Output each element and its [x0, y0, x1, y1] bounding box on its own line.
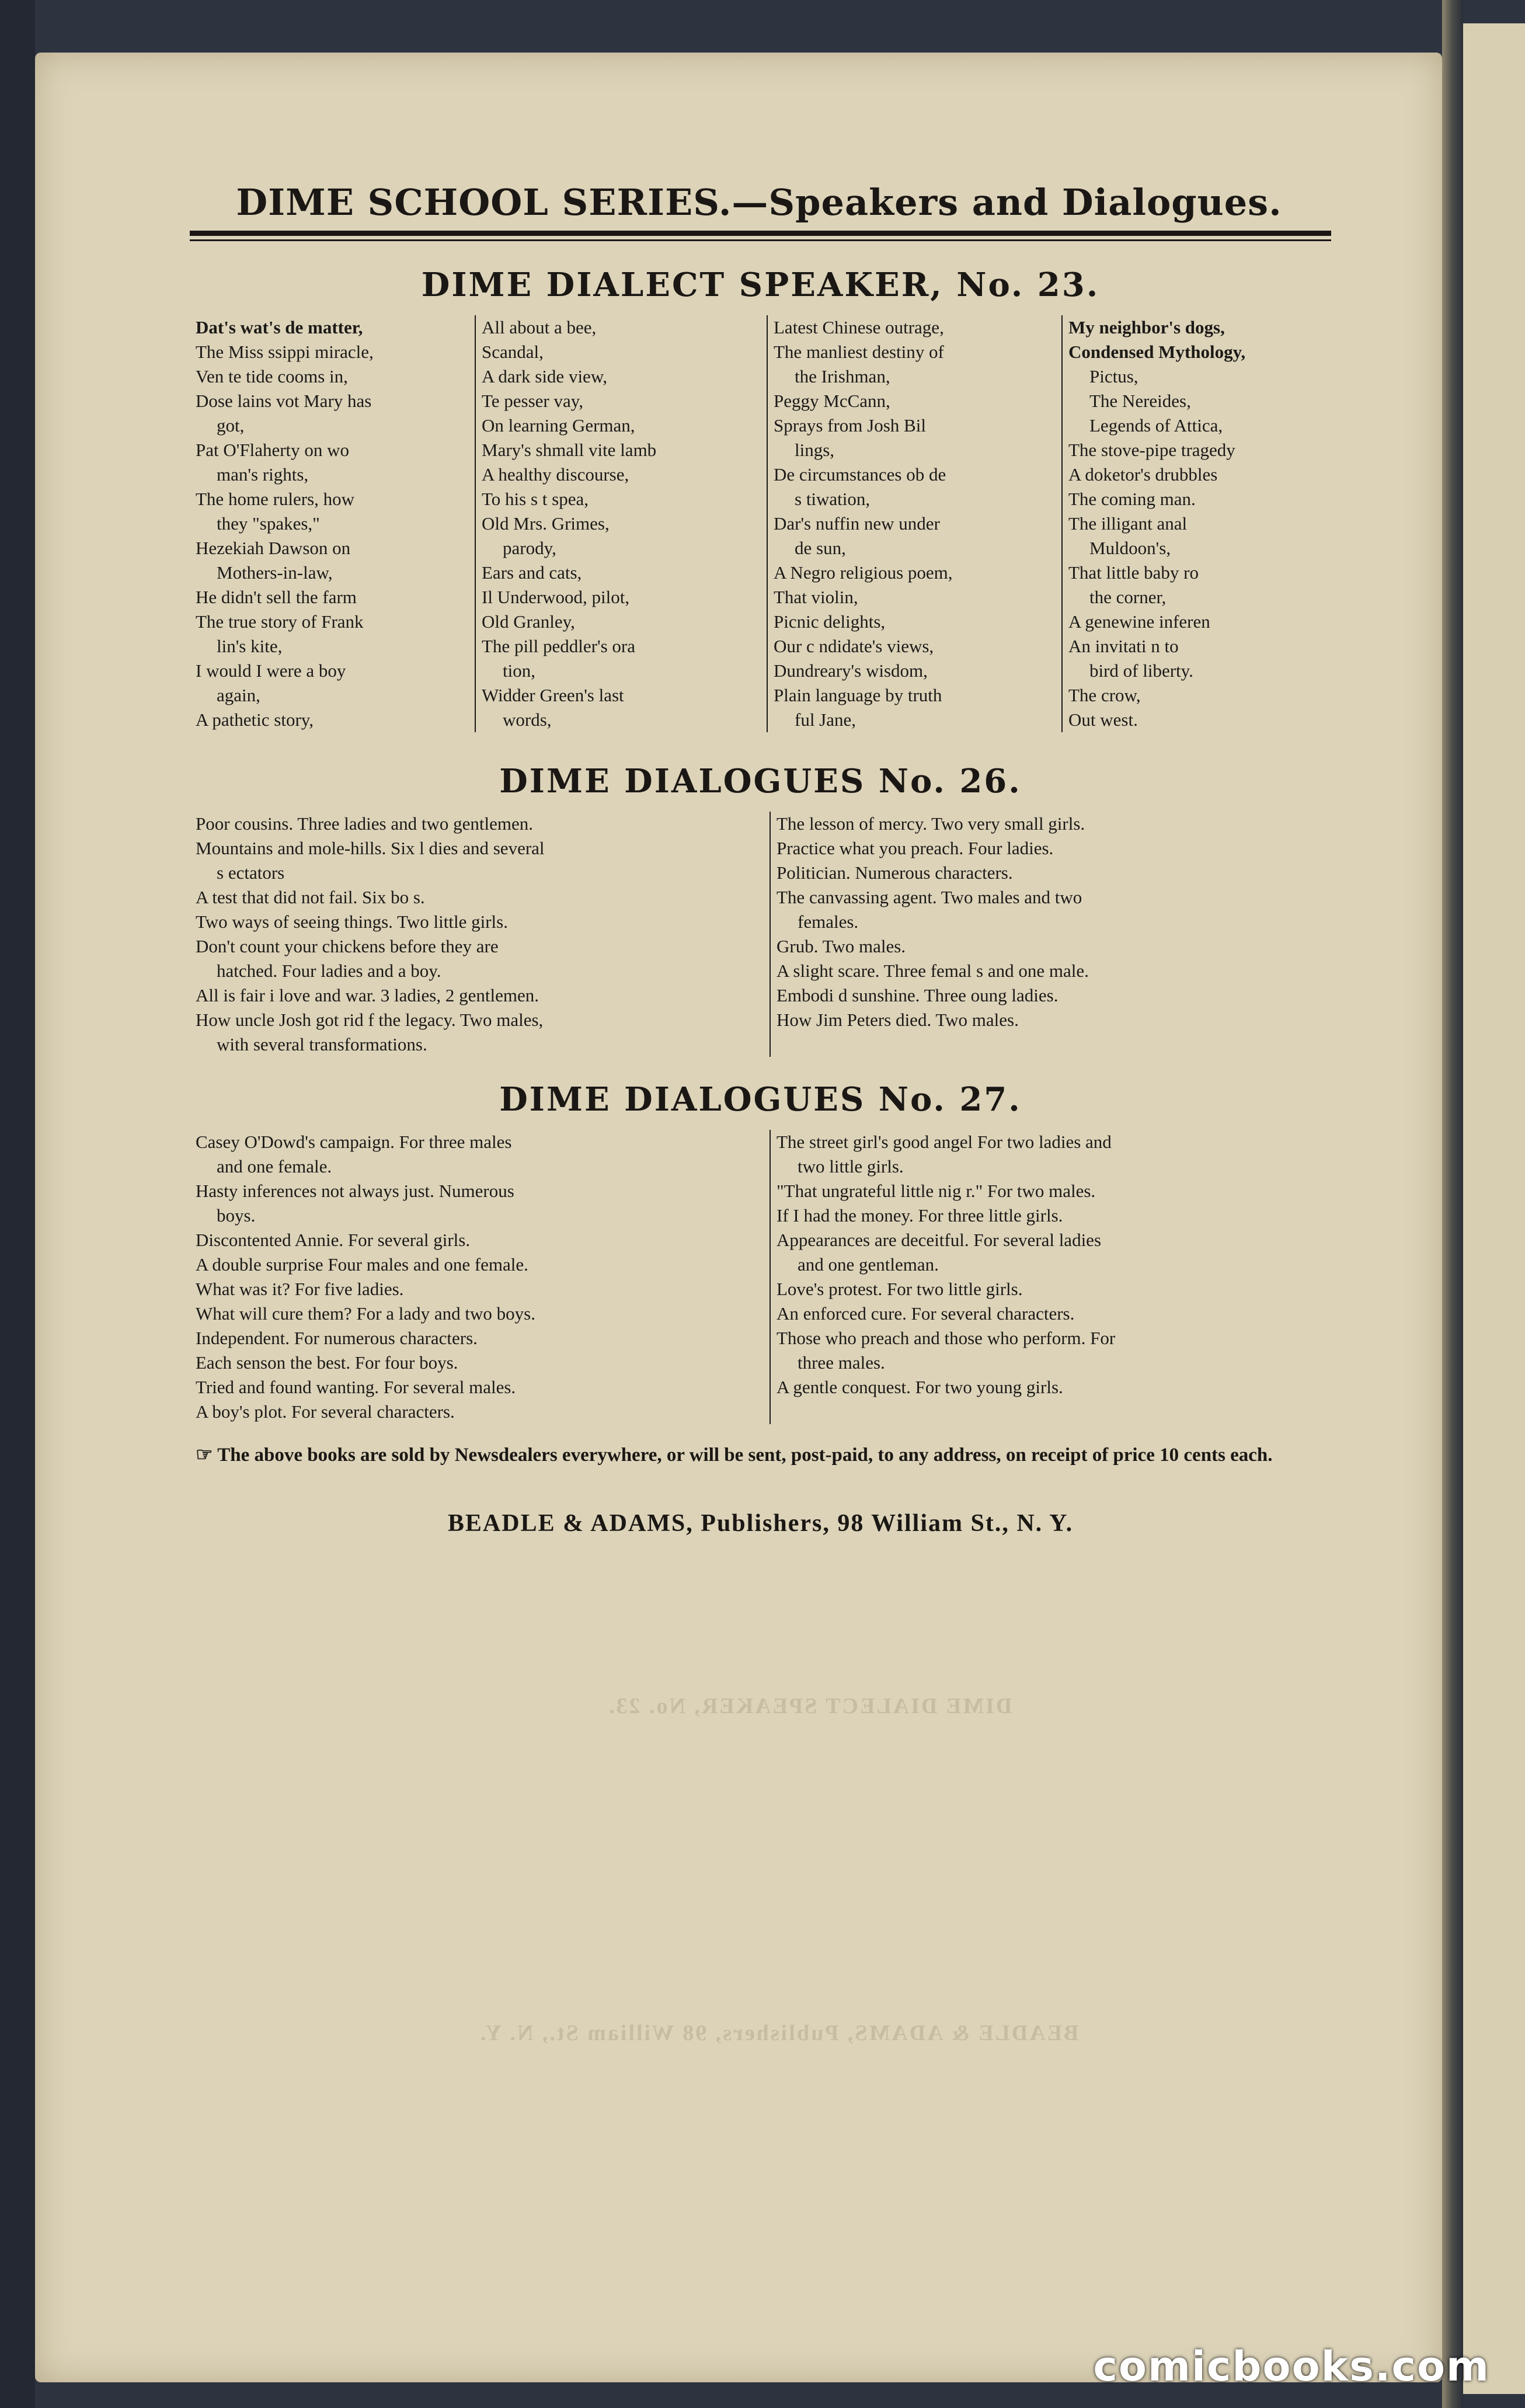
contents-entry: The Miss ssippi miracle, [196, 342, 374, 362]
contents-entry: Dundreary's wisdom, [774, 660, 928, 681]
contents-entry: De circumstances ob de [774, 464, 946, 485]
contents-entry: Legends of Attica, [1089, 415, 1223, 436]
contents-entry: What will cure them? For a lady and two boys. [196, 1303, 535, 1324]
contents-entry: To his s t spea, [482, 489, 589, 509]
contents-entry: Tried and found wanting. For several males. [196, 1377, 516, 1397]
contents-entry: Independent. For numerous characters. [196, 1328, 478, 1348]
contents-entry: The street girl's good angel For two ladies and [777, 1132, 1112, 1152]
contents-entry: He didn't sell the farm [196, 587, 357, 607]
contents-column [196, 315, 476, 732]
contents-entry: My neighbor's dogs, [1068, 317, 1225, 337]
book-spine [1442, 0, 1463, 2408]
contents-entry: hatched. Four ladies and a boy. [217, 961, 441, 981]
contents-entry: A pathetic story, [196, 709, 314, 730]
contents-entry: parody, [503, 538, 556, 558]
contents-entry: Politician. Numerous characters. [777, 862, 1013, 883]
bleed-through-imprint: BEADLE & ADAMS, Publishers, 98 William St., N. Y. [479, 2021, 1079, 2045]
contents-entry: The home rulers, how [196, 489, 355, 509]
contents-entry: bird of liberty. [1089, 660, 1193, 681]
contents-column [196, 812, 771, 1057]
contents-entry: Pictus, [1089, 366, 1138, 387]
contents-entry: Poor cousins. Three ladies and two gentlemen. [196, 813, 533, 834]
contents-entry: s ectators [217, 862, 285, 883]
header-rule-thin [190, 239, 1331, 241]
contents-entry: That little baby ro [1068, 562, 1199, 583]
contents-entry: How uncle Josh got rid f the legacy. Two males, [196, 1010, 544, 1030]
dialect-speaker-contents [196, 315, 1337, 732]
contents-entry: Out west. [1068, 709, 1138, 730]
contents-entry: lings, [795, 440, 835, 460]
contents-entry: A gentle conquest. For two young girls. [777, 1377, 1063, 1397]
contents-entry: Old Granley, [482, 611, 575, 632]
contents-column [476, 315, 768, 732]
contents-entry: A boy's plot. For several characters. [196, 1401, 455, 1422]
contents-entry: Il Underwood, pilot, [482, 587, 630, 607]
bleed-through-title: DIME DIALECT SPEAKER, No. 23. [607, 1694, 1012, 1718]
contents-entry: Scandal, [482, 342, 544, 362]
contents-entry: How Jim Peters died. Two males. [777, 1010, 1019, 1030]
contents-column [1063, 315, 1337, 732]
contents-entry: Ven te tide cooms in, [196, 366, 348, 387]
contents-entry: A genewine inferen [1068, 611, 1210, 632]
contents-entry: man's rights, [217, 464, 309, 485]
contents-entry: The crow, [1068, 685, 1141, 705]
contents-entry: Dat's wat's de matter, [196, 317, 363, 337]
section-title-dialogues-26: DIME DIALOGUES No. 26. [499, 762, 1022, 801]
contents-entry: The Nereides, [1089, 391, 1191, 411]
contents-entry: Plain language by truth [774, 685, 942, 705]
contents-entry: Dose lains vot Mary has [196, 391, 372, 411]
contents-entry: the Irishman, [795, 366, 890, 387]
contents-entry: the corner, [1089, 587, 1167, 607]
contents-entry: Pat O'Flaherty on wo [196, 440, 350, 460]
contents-entry: An invitati n to [1068, 636, 1179, 656]
contents-entry: The lesson of mercy. Two very small girls. [777, 813, 1085, 834]
contents-entry: Don't count your chickens before they are [196, 936, 499, 956]
contents-entry: A test that did not fail. Six bo s. [196, 887, 425, 907]
contents-entry: Embodi d sunshine. Three oung ladies. [777, 985, 1059, 1005]
header-rule [190, 231, 1331, 236]
contents-entry: they "spakes," [217, 513, 320, 534]
contents-entry: If I had the money. For three little girls. [777, 1205, 1063, 1226]
contents-entry: boys. [217, 1205, 256, 1226]
contents-entry: The illigant anal [1068, 513, 1188, 534]
dialogues-26-contents [196, 812, 1337, 1057]
contents-entry: Ears and cats, [482, 562, 582, 583]
contents-entry: All about a bee, [482, 317, 597, 337]
contents-entry: All is fair i love and war. 3 ladies, 2 gentlemen. [196, 985, 539, 1005]
section-title-dialect-speaker: DIME DIALECT SPEAKER, No. 23. [421, 266, 1100, 304]
contents-entry: ful Jane, [795, 709, 856, 730]
contents-entry: The pill peddler's ora [482, 636, 635, 656]
next-page-edge [1463, 23, 1525, 2394]
contents-entry: Love's protest. For two little girls. [777, 1279, 1023, 1299]
contents-entry: "That ungrateful little nig r." For two males. [777, 1181, 1096, 1201]
contents-entry: Latest Chinese outrage, [774, 317, 944, 337]
contents-entry: The true story of Frank [196, 611, 364, 632]
watermark-logo: comicbooks.com [1093, 2343, 1490, 2390]
contents-entry: Picnic delights, [774, 611, 886, 632]
contents-entry: got, [217, 415, 245, 436]
contents-entry: A dark side view, [482, 366, 607, 387]
contents-entry: The coming man. [1068, 489, 1196, 509]
contents-entry: On learning German, [482, 415, 635, 436]
contents-entry: with several transformations. [217, 1034, 427, 1055]
sales-notice: ☞ The above books are sold by Newsdealers everywhere, or will be sent, post-paid, to any address, on receipt of price 10 cents each. [196, 1445, 1273, 1466]
contents-entry: A slight scare. Three femal s and one male. [777, 961, 1089, 981]
contents-entry: Muldoon's, [1089, 538, 1171, 558]
contents-entry: Peggy McCann, [774, 391, 890, 411]
publisher-imprint: BEADLE & ADAMS, Publishers, 98 William St., N. Y. [447, 1510, 1074, 1537]
contents-entry: two little girls. [798, 1156, 904, 1177]
contents-entry: Those who preach and those who perform. For [777, 1328, 1116, 1348]
contents-entry: Dar's nuffin new under [774, 513, 940, 534]
contents-entry: Old Mrs. Grimes, [482, 513, 610, 534]
contents-entry: A double surprise Four males and one female. [196, 1254, 528, 1275]
contents-entry: That violin, [774, 587, 858, 607]
contents-entry: Te pesser vay, [482, 391, 583, 411]
contents-entry: de sun, [795, 538, 846, 558]
contents-entry: Each senson the best. For four boys. [196, 1352, 458, 1373]
contents-entry: Discontented Annie. For several girls. [196, 1230, 471, 1250]
contents-entry: The canvassing agent. Two males and two [777, 887, 1082, 907]
contents-entry: A Negro religious poem, [774, 562, 953, 583]
contents-entry: The stove-pipe tragedy [1068, 440, 1235, 460]
contents-entry: Our c ndidate's views, [774, 636, 934, 656]
series-header: DIME SCHOOL SERIES.—Speakers and Dialogues. [236, 181, 1282, 224]
contents-entry: Hezekiah Dawson on [196, 538, 351, 558]
contents-entry: A doketor's drubbles [1068, 464, 1218, 485]
contents-entry: and one female. [217, 1156, 332, 1177]
contents-entry: and one gentleman. [798, 1254, 939, 1275]
contents-entry: tion, [503, 660, 535, 681]
contents-column [768, 315, 1063, 732]
contents-entry: three males. [798, 1352, 885, 1373]
contents-column [771, 1130, 1337, 1424]
contents-entry: again, [217, 685, 260, 705]
contents-column [771, 812, 1337, 1057]
contents-entry: Practice what you preach. Four ladies. [777, 838, 1054, 858]
contents-entry: Mountains and mole-hills. Six l dies and several [196, 838, 545, 858]
dialogues-27-contents [196, 1130, 1337, 1424]
contents-entry: words, [503, 709, 552, 730]
contents-entry: lin's kite, [217, 636, 283, 656]
contents-entry: s tiwation, [795, 489, 871, 509]
contents-entry: Widder Green's last [482, 685, 624, 705]
contents-entry: Hasty inferences not always just. Numerous [196, 1181, 514, 1201]
scan-background [0, 0, 35, 2408]
contents-entry: Casey O'Dowd's campaign. For three males [196, 1132, 512, 1152]
contents-entry: The manliest destiny of [774, 342, 944, 362]
contents-entry: females. [798, 911, 859, 932]
contents-entry: Sprays from Josh Bil [774, 415, 926, 436]
contents-entry: Condensed Mythology, [1068, 342, 1246, 362]
contents-entry: Grub. Two males. [777, 936, 906, 956]
contents-entry: Two ways of seeing things. Two little girls. [196, 911, 508, 932]
contents-entry: Mothers-in-law, [217, 562, 333, 583]
contents-entry: What was it? For five ladies. [196, 1279, 404, 1299]
contents-entry: Appearances are deceitful. For several ladies [777, 1230, 1102, 1250]
contents-entry: An enforced cure. For several characters. [777, 1303, 1075, 1324]
contents-entry: Mary's shmall vite lamb [482, 440, 657, 460]
contents-column [196, 1130, 771, 1424]
contents-entry: A healthy discourse, [482, 464, 629, 485]
contents-entry: I would I were a boy [196, 660, 346, 681]
section-title-dialogues-27: DIME DIALOGUES No. 27. [499, 1080, 1022, 1119]
